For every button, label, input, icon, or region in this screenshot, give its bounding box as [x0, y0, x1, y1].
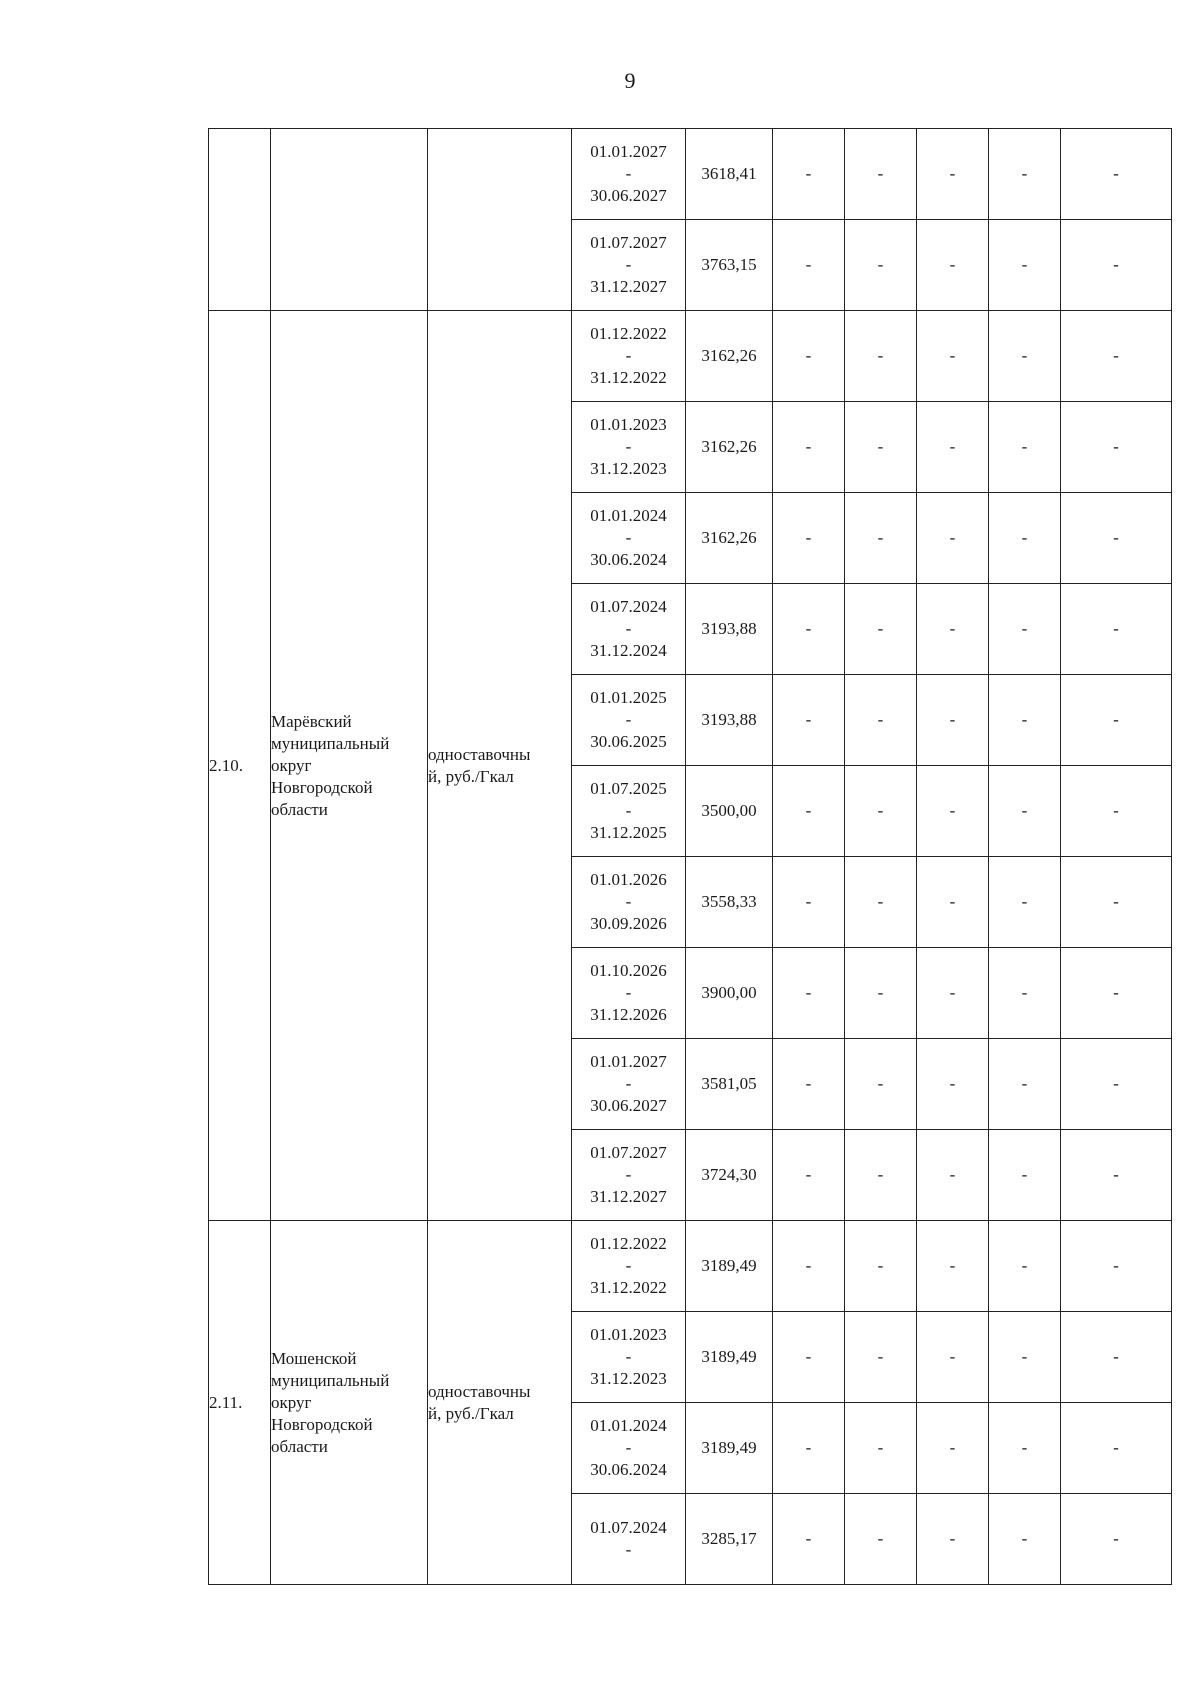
period-start: 01.07.2027 — [590, 1143, 667, 1162]
period-end: 30.06.2024 — [590, 550, 667, 569]
empty-value-cell: - — [773, 1312, 845, 1403]
empty-value-cell: - — [845, 1403, 917, 1494]
period-end: 30.06.2024 — [590, 1460, 667, 1479]
empty-value-cell: - — [917, 766, 989, 857]
empty-value-cell: - — [845, 311, 917, 402]
period-separator: - — [625, 1347, 632, 1366]
period-cell — [572, 1494, 686, 1585]
empty-value-cell: - — [917, 1494, 989, 1585]
tariff-type — [428, 129, 572, 311]
empty-value-cell: - — [773, 766, 845, 857]
empty-value-cell: - — [1061, 766, 1172, 857]
empty-value-cell: - — [1061, 948, 1172, 1039]
period-cell — [572, 1039, 686, 1130]
empty-value-cell: - — [773, 129, 845, 220]
period-separator: - — [625, 437, 632, 456]
period-start: 01.10.2026 — [590, 961, 667, 980]
empty-value-cell: - — [1061, 402, 1172, 493]
empty-value-cell: - — [917, 584, 989, 675]
empty-value-cell: - — [917, 1221, 989, 1312]
period-cell — [572, 1403, 686, 1494]
period-start: 01.12.2022 — [590, 1234, 667, 1253]
period-separator: - — [625, 1540, 632, 1559]
period-start: 01.07.2024 — [590, 597, 667, 616]
period-cell — [572, 311, 686, 402]
tariff-value: 3189,49 — [686, 1221, 773, 1312]
municipality-name — [271, 311, 428, 1221]
tariff-table — [208, 128, 1172, 1585]
municipality-name-line: муниципальный — [271, 733, 390, 753]
municipality-name-line: Марёвский — [271, 711, 352, 731]
empty-value-cell: - — [845, 1039, 917, 1130]
empty-value-cell: - — [989, 1130, 1061, 1221]
empty-value-cell: - — [773, 1494, 845, 1585]
period-end: 31.12.2027 — [590, 277, 667, 296]
tariff-value: 3189,49 — [686, 1312, 773, 1403]
period-cell — [572, 493, 686, 584]
period-separator: - — [625, 983, 632, 1002]
period-separator: - — [625, 892, 632, 911]
tariff-value: 3618,41 — [686, 129, 773, 220]
empty-value-cell: - — [917, 220, 989, 311]
period-separator: - — [625, 1256, 632, 1275]
empty-value-cell: - — [1061, 584, 1172, 675]
empty-value-cell: - — [845, 493, 917, 584]
empty-value-cell: - — [845, 584, 917, 675]
period-start: 01.01.2026 — [590, 870, 667, 889]
empty-value-cell: - — [773, 675, 845, 766]
period-separator: - — [625, 528, 632, 547]
empty-value-cell: - — [989, 857, 1061, 948]
empty-value-cell: - — [917, 311, 989, 402]
empty-value-cell: - — [845, 402, 917, 493]
empty-value-cell: - — [989, 1039, 1061, 1130]
empty-value-cell: - — [845, 1130, 917, 1221]
empty-value-cell: - — [1061, 857, 1172, 948]
tariff-type-line: одноставочны — [428, 744, 531, 764]
empty-value-cell: - — [1061, 1130, 1172, 1221]
empty-value-cell: - — [773, 948, 845, 1039]
period-cell — [572, 948, 686, 1039]
period-start: 01.07.2025 — [590, 779, 667, 798]
empty-value-cell: - — [989, 948, 1061, 1039]
empty-value-cell: - — [845, 1494, 917, 1585]
municipality-name-line: Мошенской — [271, 1348, 357, 1368]
page-number: 9 — [624, 68, 636, 93]
empty-value-cell: - — [845, 766, 917, 857]
tariff-value: 3763,15 — [686, 220, 773, 311]
period-start: 01.01.2027 — [590, 1052, 667, 1071]
empty-value-cell: - — [989, 1312, 1061, 1403]
tariff-value: 3285,17 — [686, 1494, 773, 1585]
period-end: 31.12.2023 — [590, 459, 667, 478]
empty-value-cell: - — [1061, 129, 1172, 220]
tariff-value: 3193,88 — [686, 584, 773, 675]
period-separator: - — [625, 1074, 632, 1093]
empty-value-cell: - — [773, 220, 845, 311]
empty-value-cell: - — [1061, 1312, 1172, 1403]
period-cell — [572, 220, 686, 311]
section-number — [209, 129, 271, 311]
period-separator: - — [625, 619, 632, 638]
empty-value-cell: - — [845, 675, 917, 766]
empty-value-cell: - — [1061, 493, 1172, 584]
period-separator: - — [625, 710, 632, 729]
period-end: 31.12.2022 — [590, 368, 667, 387]
municipality-name-line: округ — [271, 755, 312, 775]
municipality-name-line: Новгородской — [271, 777, 373, 797]
tariff-type-line: й, руб./Гкал — [428, 766, 514, 786]
table-row — [209, 129, 1172, 220]
period-separator: - — [625, 164, 632, 183]
period-end: 31.12.2027 — [590, 1187, 667, 1206]
empty-value-cell: - — [917, 1130, 989, 1221]
tariff-value: 3581,05 — [686, 1039, 773, 1130]
period-start: 01.07.2024 — [590, 1518, 667, 1537]
municipality-name — [271, 1221, 428, 1585]
empty-value-cell: - — [773, 1130, 845, 1221]
empty-value-cell: - — [1061, 220, 1172, 311]
tariff-value: 3189,49 — [686, 1403, 773, 1494]
period-start: 01.12.2022 — [590, 324, 667, 343]
empty-value-cell: - — [845, 1221, 917, 1312]
tariff-type — [428, 1221, 572, 1585]
period-cell — [572, 675, 686, 766]
period-separator: - — [625, 1438, 632, 1457]
empty-value-cell: - — [917, 1312, 989, 1403]
section-number: 2.11. — [209, 1221, 271, 1585]
empty-value-cell: - — [917, 402, 989, 493]
empty-value-cell: - — [773, 857, 845, 948]
period-start: 01.01.2024 — [590, 506, 667, 525]
period-separator: - — [625, 255, 632, 274]
empty-value-cell: - — [773, 1221, 845, 1312]
tariff-value: 3162,26 — [686, 402, 773, 493]
empty-value-cell: - — [917, 1039, 989, 1130]
period-cell — [572, 857, 686, 948]
period-start: 01.01.2023 — [590, 1325, 667, 1344]
period-start: 01.01.2024 — [590, 1416, 667, 1435]
tariff-type-line: й, руб./Гкал — [428, 1403, 514, 1423]
empty-value-cell: - — [845, 129, 917, 220]
period-end: 30.06.2025 — [590, 732, 667, 751]
empty-value-cell: - — [989, 311, 1061, 402]
empty-value-cell: - — [917, 493, 989, 584]
period-separator: - — [625, 1165, 632, 1184]
empty-value-cell: - — [1061, 311, 1172, 402]
period-start: 01.01.2023 — [590, 415, 667, 434]
table-row — [209, 311, 1172, 402]
empty-value-cell: - — [1061, 1039, 1172, 1130]
tariff-value: 3193,88 — [686, 675, 773, 766]
empty-value-cell: - — [989, 1221, 1061, 1312]
empty-value-cell: - — [773, 584, 845, 675]
empty-value-cell: - — [917, 948, 989, 1039]
period-end: 31.12.2022 — [590, 1278, 667, 1297]
period-end: 31.12.2025 — [590, 823, 667, 842]
period-end: 30.09.2026 — [590, 914, 667, 933]
period-end: 30.06.2027 — [590, 186, 667, 205]
period-cell — [572, 766, 686, 857]
tariff-value: 3162,26 — [686, 311, 773, 402]
municipality-name-line: области — [271, 799, 328, 819]
empty-value-cell: - — [1061, 675, 1172, 766]
empty-value-cell: - — [845, 857, 917, 948]
empty-value-cell: - — [1061, 1494, 1172, 1585]
empty-value-cell: - — [989, 766, 1061, 857]
period-end: 31.12.2024 — [590, 641, 667, 660]
empty-value-cell: - — [773, 1403, 845, 1494]
period-start: 01.07.2027 — [590, 233, 667, 252]
empty-value-cell: - — [845, 220, 917, 311]
empty-value-cell: - — [989, 493, 1061, 584]
empty-value-cell: - — [989, 129, 1061, 220]
empty-value-cell: - — [917, 675, 989, 766]
period-end: 31.12.2026 — [590, 1005, 667, 1024]
period-cell — [572, 1312, 686, 1403]
empty-value-cell: - — [1061, 1403, 1172, 1494]
tariff-value: 3900,00 — [686, 948, 773, 1039]
period-separator: - — [625, 346, 632, 365]
municipality-name — [271, 129, 428, 311]
tariff-value: 3558,33 — [686, 857, 773, 948]
tariff-value: 3500,00 — [686, 766, 773, 857]
period-end: 30.06.2027 — [590, 1096, 667, 1115]
tariff-value: 3724,30 — [686, 1130, 773, 1221]
municipality-name-line: муниципальный — [271, 1370, 390, 1390]
table-row — [209, 1221, 1172, 1312]
empty-value-cell: - — [989, 1494, 1061, 1585]
section-number: 2.10. — [209, 311, 271, 1221]
period-start: 01.01.2025 — [590, 688, 667, 707]
empty-value-cell: - — [989, 402, 1061, 493]
empty-value-cell: - — [917, 857, 989, 948]
tariff-table-body — [209, 129, 1172, 1585]
period-cell — [572, 1221, 686, 1312]
empty-value-cell: - — [773, 311, 845, 402]
tariff-type-line: одноставочны — [428, 1381, 531, 1401]
period-cell — [572, 402, 686, 493]
period-start: 01.01.2027 — [590, 142, 667, 161]
empty-value-cell: - — [917, 129, 989, 220]
empty-value-cell: - — [845, 1312, 917, 1403]
municipality-name-line: округ — [271, 1392, 312, 1412]
empty-value-cell: - — [989, 675, 1061, 766]
period-end: 31.12.2023 — [590, 1369, 667, 1388]
empty-value-cell: - — [1061, 1221, 1172, 1312]
municipality-name-line: области — [271, 1436, 328, 1456]
period-cell — [572, 1130, 686, 1221]
empty-value-cell: - — [773, 493, 845, 584]
period-separator: - — [625, 801, 632, 820]
empty-value-cell: - — [989, 584, 1061, 675]
municipality-name-line: Новгородской — [271, 1414, 373, 1434]
empty-value-cell: - — [989, 1403, 1061, 1494]
empty-value-cell: - — [845, 948, 917, 1039]
tariff-value: 3162,26 — [686, 493, 773, 584]
period-cell — [572, 129, 686, 220]
tariff-type — [428, 311, 572, 1221]
empty-value-cell: - — [773, 1039, 845, 1130]
period-cell — [572, 584, 686, 675]
empty-value-cell: - — [773, 402, 845, 493]
empty-value-cell: - — [989, 220, 1061, 311]
empty-value-cell: - — [917, 1403, 989, 1494]
